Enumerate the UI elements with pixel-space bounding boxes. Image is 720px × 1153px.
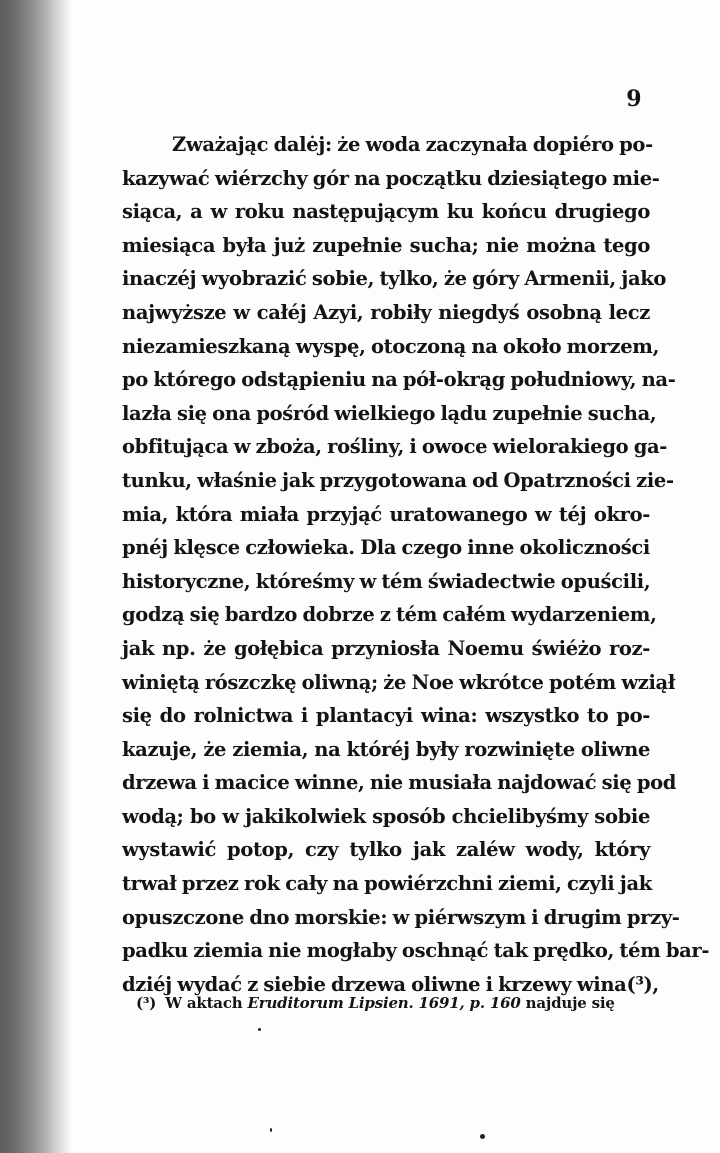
- paragraph-line: dziéj wydać z siebie drzewa oliwne i krzewy wina(³),: [122, 972, 659, 996]
- paragraph-line: siąca, a w roku następującym ku końcu drugiego: [122, 200, 650, 224]
- paragraph-line: mia, która miała przyjąć uratowanego w téj okro-: [122, 502, 650, 526]
- paragraph-line: tunku, właśnie jak przygotowana od Opatrzności zie-: [122, 468, 674, 492]
- paragraph-line: najwyższe w całéj Azyi, robiły niegdyś osobną lecz: [122, 300, 650, 324]
- footnote-text-before: W aktach: [165, 994, 243, 1012]
- paragraph-line: winiętą rószczkę oliwną; że Noe wkrótce potém wziął: [122, 670, 675, 694]
- paragraph-line: pnéj klęsce człowieka. Dla czego inne okoliczności: [122, 536, 650, 560]
- paragraph-line: lazła się ona pośród wielkiego lądu zupełnie sucha,: [122, 401, 657, 425]
- print-speck: [270, 1128, 272, 1132]
- footnote-text-after: najduje się: [525, 994, 615, 1012]
- book-spine-shadow: [0, 0, 72, 1153]
- paragraph-line: kazuje, że ziemia, na któréj były rozwinięte oliwne: [122, 737, 650, 761]
- paragraph-line: miesiąca była już zupełnie sucha; nie można tego: [122, 233, 650, 257]
- paragraph-line: jak np. że gołębica przyniosła Noemu świéżo roz-: [122, 636, 650, 660]
- footnote: [136, 994, 648, 1012]
- paragraph-line: się do rolnictwa i plantacyi wina: wszystko to po-: [122, 704, 650, 728]
- paragraph-line: wodą; bo w jakikolwiek sposób chcielibyśmy sobie: [122, 804, 650, 828]
- footnote-citation: Eruditorum Lipsien. 1691, p. 160: [247, 994, 521, 1012]
- paragraph-line: historyczne, któreśmy w tém świadectwie opuścili,: [122, 569, 651, 593]
- paragraph-line: padku ziemia nie mogłaby oschnąć tak prędko, tém bar-: [122, 939, 710, 963]
- print-speck: [258, 1028, 261, 1031]
- footnote-marker: (³): [136, 994, 157, 1012]
- page-number: 9: [626, 86, 642, 112]
- paragraph-line: trwał przez rok cały na powiérzchni ziemi, czyli jak: [122, 872, 652, 896]
- print-speck: [480, 1134, 485, 1139]
- body-paragraph: [122, 128, 710, 1001]
- paragraph-line: kazywać wiérzchy gór na początku dziesiątego mie-: [122, 166, 660, 190]
- paragraph-line: drzewa i macice winne, nie musiała najdować się pod: [122, 771, 677, 795]
- paragraph-line: godzą się bardzo dobrze z tém całém wydarzeniem,: [122, 603, 657, 627]
- paragraph-line: Zważając dalėj: że woda zaczynała dopiéro po-: [172, 133, 653, 156]
- paragraph-line: wystawić potop, czy tylko jak zaléw wody, który: [122, 838, 650, 862]
- paragraph-line: inaczéj wyobrazić sobie, tylko, że góry Armenii, jako: [122, 267, 667, 291]
- paragraph-line: opuszczone dno morskie: w piérwszym i drugim przy-: [122, 905, 680, 929]
- paragraph-line: niezamieszkaną wyspę, otoczoną na około morzem,: [122, 334, 660, 358]
- paragraph-line: po którego odstąpieniu na pół-okrąg południowy, na-: [122, 368, 676, 392]
- paragraph-line: obfitująca w zboża, rośliny, i owoce wielorakiego ga-: [122, 435, 668, 459]
